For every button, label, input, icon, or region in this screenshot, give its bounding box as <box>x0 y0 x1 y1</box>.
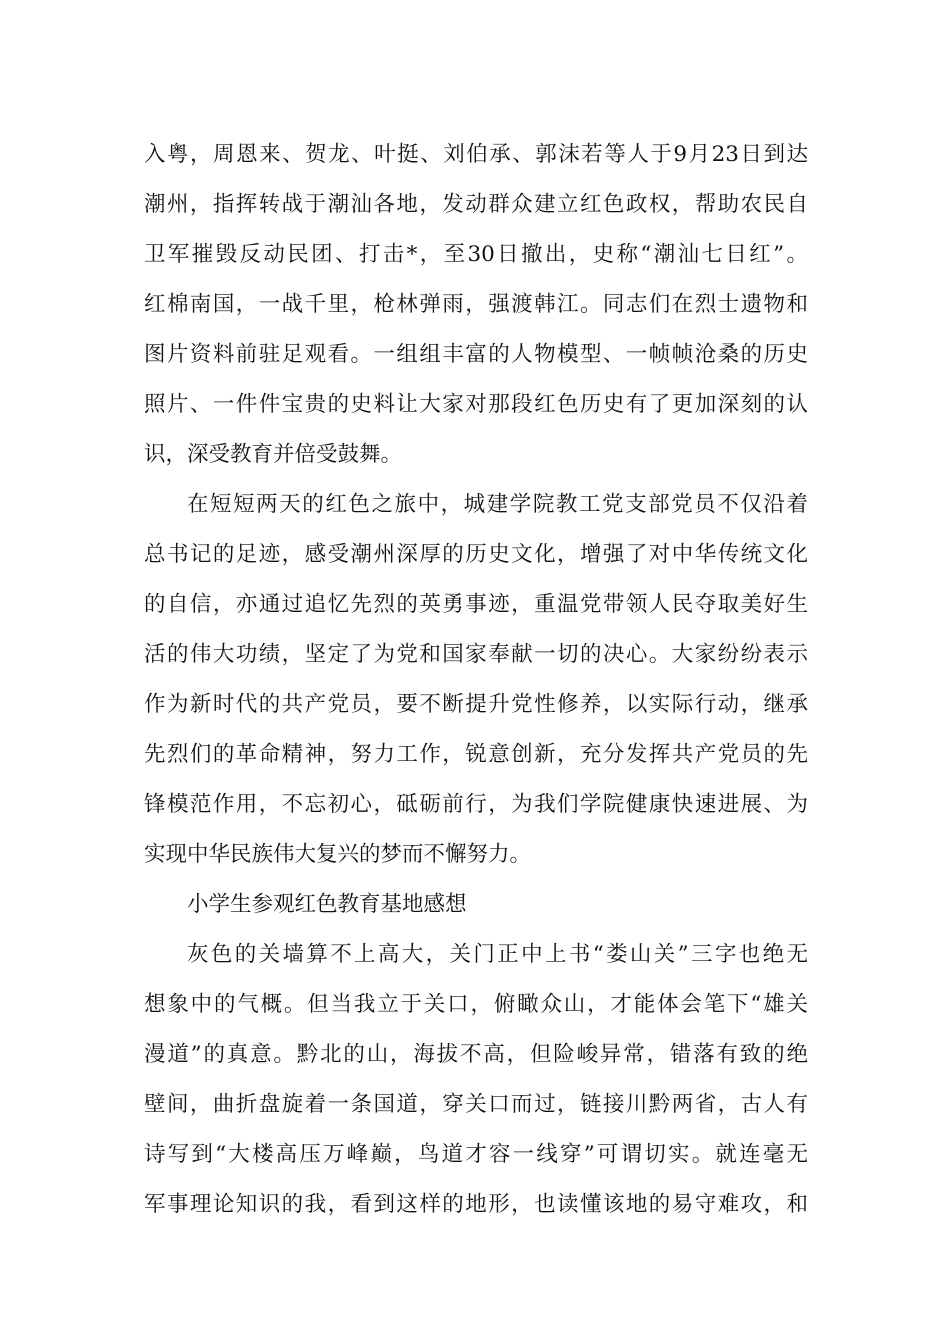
paragraph-line: 作为新时代的共产党员，要不断提升党性修养，以实际行动，继承 <box>144 692 808 717</box>
paragraph-line: 诗写到“大楼高压万峰巅，鸟道才容一线穿”可谓切实。就连毫无 <box>144 1142 808 1167</box>
document-body <box>144 130 808 1230</box>
paragraph-line: 潮州，指挥转战于潮汕各地，发动群众建立红色政权，帮助农民自 <box>144 192 808 217</box>
paragraph-3 <box>144 930 808 1230</box>
paragraph-line: 识，深受教育并倍受鼓舞。 <box>144 442 403 467</box>
paragraph-line: 想象中的气概。但当我立于关口，俯瞰众山，才能体会笔下“雄关 <box>144 992 808 1017</box>
paragraph-line: 壁间，曲折盘旋着一条国道，穿关口而过，链接川黔两省，古人有 <box>144 1092 808 1117</box>
paragraph-line: 锋模范作用，不忘初心，砥砺前行，为我们学院健康快速进展、为 <box>144 792 808 817</box>
paragraph-line: 入粤，周恩来、贺龙、叶挺、刘伯承、郭沫若等人于9月23日到达 <box>144 142 808 167</box>
paragraph-line: 先烈们的革命精神，努力工作，锐意创新，充分发挥共产党员的先 <box>144 742 808 767</box>
paragraph-line: 红棉南国，一战千里，枪林弹雨，强渡韩江。同志们在烈士遗物和 <box>144 292 808 317</box>
paragraph-2 <box>144 480 808 880</box>
paragraph-line: 照片、一件件宝贵的史料让大家对那段红色历史有了更加深刻的认 <box>144 392 808 417</box>
section-heading <box>144 880 808 930</box>
paragraph-line: 总书记的足迹，感受潮州深厚的历史文化，增强了对中华传统文化 <box>144 542 808 567</box>
section-heading-text: 小学生参观红色教育基地感想 <box>187 892 467 917</box>
paragraph-line: 的自信，亦通过追忆先烈的英勇事迹，重温党带领人民夺取美好生 <box>144 592 808 617</box>
paragraph-line: 军事理论知识的我，看到这样的地形，也读懂该地的易守难攻，和 <box>144 1192 808 1217</box>
paragraph-line: 实现中华民族伟大复兴的梦而不懈努力。 <box>144 842 532 867</box>
paragraph-line: 活的伟大功绩，坚定了为党和国家奉献一切的决心。大家纷纷表示 <box>144 642 808 667</box>
paragraph-line: 卫军摧毁反动民团、打击*，至30日撤出，史称“潮汕七日红”。 <box>144 242 808 267</box>
paragraph-line: 图片资料前驻足观看。一组组丰富的人物模型、一帧帧沧桑的历史 <box>144 342 808 367</box>
paragraph-line: 灰色的关墙算不上高大，关门正中上书“娄山关”三字也绝无 <box>187 942 808 967</box>
paragraph-1 <box>144 130 808 480</box>
paragraph-line: 在短短两天的红色之旅中，城建学院教工党支部党员不仅沿着 <box>187 492 808 517</box>
paragraph-line: 漫道”的真意。黔北的山，海拔不高，但险峻异常，错落有致的绝 <box>144 1042 808 1067</box>
